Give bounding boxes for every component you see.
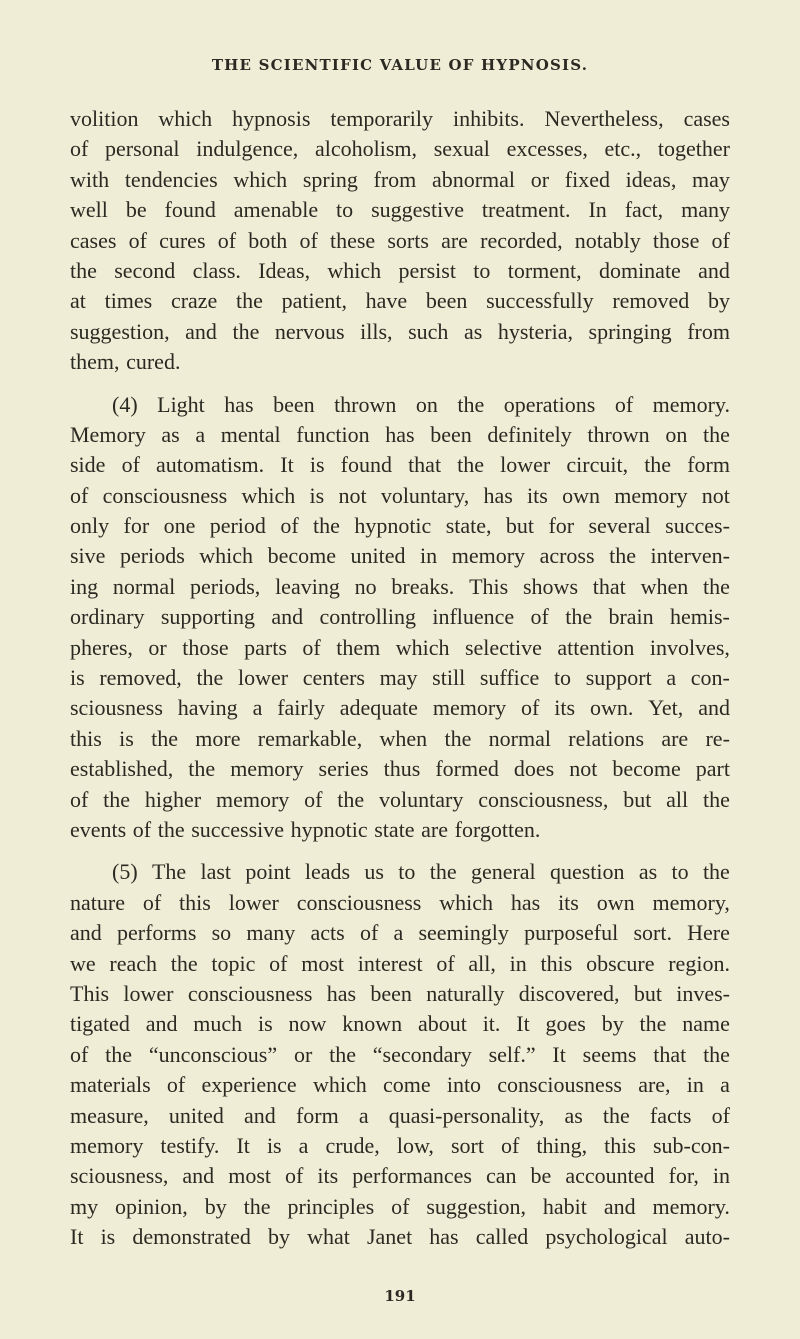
- text-line: with tendencies which spring from abnormal or fixed ideas, may: [70, 166, 730, 192]
- text-line: events of the successive hypnotic state are forgotten.: [70, 816, 541, 842]
- text-line: only for one period of the hypnotic state, but for several succes-: [70, 513, 730, 539]
- text-line: and performs so many acts of a seemingly purposeful sort. Here: [70, 920, 730, 946]
- text-line: side of automatism. It is found that the lower circuit, the form: [70, 452, 730, 478]
- page-number: 191: [384, 1287, 416, 1305]
- paragraph: [70, 104, 730, 378]
- text-line: (5) The last point leads us to the general question as to the: [112, 859, 730, 885]
- text-line: at times craze the patient, have been successfully removed by: [70, 288, 730, 314]
- text-line: well be found amenable to suggestive treatment. In fact, many: [70, 197, 730, 223]
- text-line: is removed, the lower centers may still suffice to support a con-: [70, 665, 730, 691]
- text-line: ing normal periods, leaving no breaks. This shows that when the: [70, 573, 730, 599]
- running-header: THE SCIENTIFIC VALUE OF HYPNOSIS.: [211, 56, 589, 74]
- paragraph: [70, 857, 730, 1252]
- text-line: pheres, or those parts of them which selective attention involves,: [70, 634, 730, 660]
- text-line: of the “unconscious” or the “secondary self.” It seems that the: [70, 1041, 730, 1067]
- text-line: of personal indulgence, alcoholism, sexual excesses, etc., together: [70, 136, 730, 162]
- text-line: tigated and much is now known about it. It goes by the name: [70, 1011, 730, 1037]
- text-line: measure, united and form a quasi-personality, as the facts of: [70, 1102, 730, 1128]
- text-line: nature of this lower consciousness which has its own memory,: [70, 889, 730, 915]
- text-line: materials of experience which come into consciousness are, in a: [70, 1072, 730, 1098]
- text-line: It is demonstrated by what Janet has called psychological auto-: [70, 1224, 730, 1250]
- text-line: Memory as a mental function has been definitely thrown on the: [70, 421, 730, 447]
- text-line: the second class. Ideas, which persist to torment, dominate and: [70, 257, 730, 283]
- paragraph: [70, 390, 730, 846]
- text-line: (4) Light has been thrown on the operations of memory.: [112, 391, 730, 417]
- text-line: my opinion, by the principles of suggestion, habit and memory.: [70, 1193, 730, 1219]
- body-text: [70, 104, 730, 1264]
- text-line: established, the memory series thus formed does not become part: [70, 756, 730, 782]
- text-line: This lower consciousness has been naturally discovered, but inves-: [70, 980, 730, 1006]
- text-line: sciousness having a fairly adequate memory of its own. Yet, and: [70, 695, 730, 721]
- text-line: ordinary supporting and controlling influence of the brain hemis-: [70, 604, 730, 630]
- text-line: them, cured.: [70, 349, 181, 375]
- text-line: we reach the topic of most interest of all, in this obscure region.: [70, 950, 730, 976]
- text-line: of consciousness which is not voluntary, has its own memory not: [70, 482, 730, 508]
- text-line: cases of cures of both of these sorts are recorded, notably those of: [70, 227, 730, 253]
- text-line: memory testify. It is a crude, low, sort of thing, this sub-con-: [70, 1132, 730, 1158]
- text-line: sive periods which become united in memory across the interven-: [70, 543, 730, 569]
- text-line: sciousness, and most of its performances can be accounted for, in: [70, 1163, 730, 1189]
- text-line: this is the more remarkable, when the normal relations are re-: [70, 725, 730, 751]
- text-line: of the higher memory of the voluntary consciousness, but all the: [70, 786, 730, 812]
- text-line: suggestion, and the nervous ills, such as hysteria, springing from: [70, 318, 730, 344]
- text-line: volition which hypnosis temporarily inhibits. Nevertheless, cases: [70, 106, 730, 131]
